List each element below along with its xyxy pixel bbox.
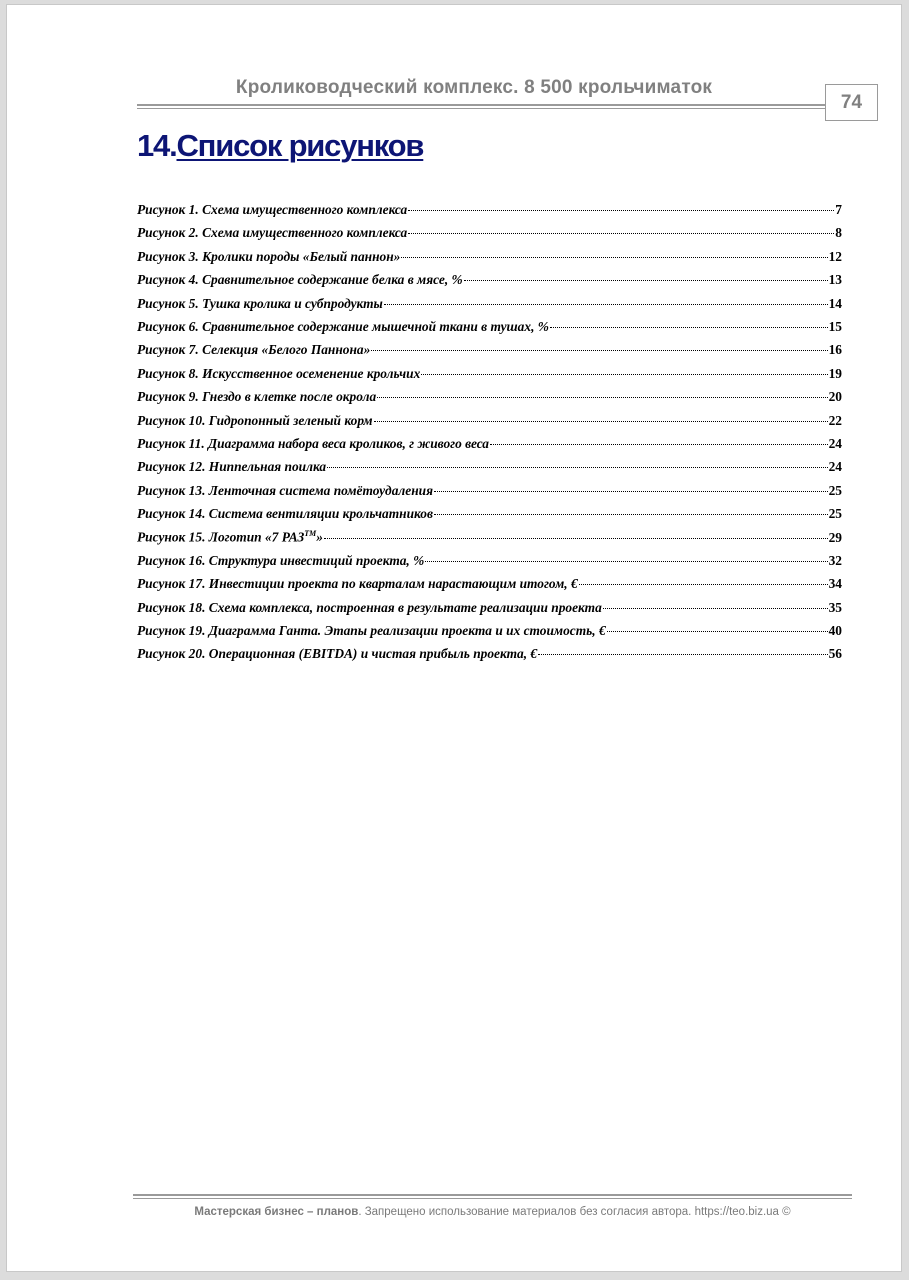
toc-entry-page-number: 15 <box>828 318 842 334</box>
running-header-title: Кролиководческий комплекс. 8 500 крольчиматок <box>235 77 713 98</box>
dot-leader <box>377 397 827 398</box>
header-rule <box>137 104 825 109</box>
dot-leader <box>550 327 828 328</box>
footer-copyright-text: . Запрещено использование материалов без согласия автора. https://teo.biz.ua © <box>358 1206 791 1218</box>
toc-entry-page-number: 34 <box>828 576 842 592</box>
toc-entry[interactable] <box>137 646 842 669</box>
dot-leader <box>538 654 827 655</box>
dot-leader <box>401 257 827 258</box>
toc-entry-page-number: 25 <box>828 482 842 498</box>
toc-entry-page-number: 24 <box>828 435 842 451</box>
section-title: Список рисунков <box>176 128 424 163</box>
toc-entry[interactable] <box>137 600 842 623</box>
toc-entry-label <box>137 436 489 452</box>
toc-entry-page-number: 20 <box>828 389 842 405</box>
trademark-mark: TM <box>304 529 317 539</box>
toc-entry-label-text: Рисунок 5. Тушка кролика и субпродукты <box>137 295 383 311</box>
toc-entry-label <box>137 413 373 429</box>
toc-entry-label <box>137 529 323 545</box>
toc-entry-label <box>137 249 400 265</box>
toc-entry-page-number: 24 <box>828 459 842 475</box>
toc-entry[interactable] <box>137 506 842 529</box>
toc-entry-page-number: 13 <box>828 272 842 288</box>
toc-entry-page-number: 32 <box>828 552 842 568</box>
toc-entry-label-text: Рисунок 6. Сравнительное содержание мышечной ткани в тушах, % <box>137 318 549 334</box>
toc-entry-label-text: Рисунок 8. Искусственное осеменение крольчих <box>137 365 421 381</box>
toc-entry-label-text: Рисунок 11. Диаграмма набора веса кроликов, г живого веса <box>137 435 490 451</box>
dot-leader <box>327 467 827 468</box>
toc-entry[interactable] <box>137 529 842 552</box>
toc-entry-label-text: Рисунок 18. Схема комплекса, построенная в результате реализации проекта <box>137 599 602 615</box>
toc-entry[interactable] <box>137 366 842 389</box>
footer-brand: Мастерская бизнес – планов <box>194 1206 359 1218</box>
dot-leader <box>374 421 828 422</box>
toc-entry-label-text: Рисунок 17. Инвестиции проекта по кварталам нарастающим итогом, € <box>137 576 578 592</box>
toc-entry-label <box>137 202 407 218</box>
dot-leader <box>324 538 828 539</box>
toc-entry[interactable] <box>137 202 842 225</box>
toc-entry-label <box>137 646 537 662</box>
toc-entry[interactable] <box>137 413 842 436</box>
toc-entry-page-number: 22 <box>828 412 842 428</box>
toc-entry[interactable] <box>137 342 842 365</box>
toc-entry-label-text: Рисунок 12. Ниппельная поилка <box>137 459 327 475</box>
toc-entry-label-text: Рисунок 3. Кролики породы «Белый паннон» <box>137 248 401 264</box>
toc-entry-label <box>137 576 578 592</box>
toc-entry-page-number: 16 <box>828 342 842 358</box>
toc-entry-label-text: Рисунок 14. Система вентиляции крольчатников <box>137 506 433 522</box>
dot-leader <box>434 491 828 492</box>
toc-entry-label-text: Рисунок 1. Схема имущественного комплекса <box>137 202 408 217</box>
toc-entry-label <box>137 623 606 639</box>
footer-rule <box>133 1194 852 1199</box>
toc-entry-label-text: Рисунок 9. Гнездо в клетке после окрола <box>137 389 377 405</box>
section-number: 14. <box>137 128 177 163</box>
dot-leader <box>464 280 828 281</box>
toc-entry-label <box>137 389 376 405</box>
toc-entry-label <box>137 506 433 522</box>
toc-entry-label <box>137 272 463 288</box>
page-number-box: 74 <box>825 84 878 121</box>
dot-leader <box>425 561 827 562</box>
toc-entry-label-suffix: » <box>316 529 323 545</box>
toc-entry-page-number: 19 <box>828 365 842 381</box>
toc-entry-label-text: Рисунок 7. Селекция «Белого Паннона» <box>137 342 371 358</box>
toc-entry-page-number: 14 <box>828 295 842 311</box>
toc-entry[interactable] <box>137 272 842 295</box>
toc-entry-label-text: Рисунок 10. Гидропонный зеленый корм <box>137 412 373 428</box>
toc-entry[interactable] <box>137 623 842 646</box>
toc-entry-label <box>137 600 602 616</box>
toc-entry[interactable] <box>137 319 842 342</box>
toc-entry-page-number: 29 <box>828 529 842 545</box>
section-heading <box>137 128 423 164</box>
toc-entry-page-number: 25 <box>828 506 842 522</box>
toc-entry[interactable] <box>137 249 842 272</box>
dot-leader <box>421 374 827 375</box>
toc-entry-label-text: Рисунок 20. Операционная (EBITDA) и чистая прибыль проекта, € <box>137 646 538 662</box>
toc-entry[interactable] <box>137 225 842 248</box>
toc-entry-page-number: 8 <box>835 225 842 241</box>
dot-leader <box>579 584 828 585</box>
toc-entry[interactable] <box>137 389 842 412</box>
dot-leader <box>490 444 828 445</box>
toc-entry[interactable] <box>137 436 842 459</box>
toc-entry-label <box>137 459 326 475</box>
toc-entry-label <box>137 319 549 335</box>
toc-entry[interactable] <box>137 296 842 319</box>
toc-entry-page-number: 35 <box>828 599 842 615</box>
toc-entry-label <box>137 553 424 569</box>
toc-entry-label-text: Рисунок 16. Структура инвестиций проекта, % <box>137 552 425 568</box>
toc-entry-label <box>137 296 383 312</box>
toc-entry-label-text: Рисунок 13. Ленточная система помётоудаления <box>137 482 433 498</box>
toc-entry-label-text: Рисунок 19. Диаграмма Ганта. Этапы реализации проекта и их стоимость, € <box>137 623 606 639</box>
figure-list <box>137 202 842 670</box>
toc-entry-label <box>137 225 407 241</box>
toc-entry-label <box>137 483 433 499</box>
toc-entry-page-number: 12 <box>828 248 842 264</box>
toc-entry[interactable] <box>137 553 842 576</box>
toc-entry[interactable] <box>137 459 842 482</box>
toc-entry[interactable] <box>137 483 842 506</box>
dot-leader <box>371 350 827 351</box>
dot-leader <box>384 304 828 305</box>
toc-entry-label-text: Рисунок 4. Сравнительное содержание белка в мясе, % <box>137 272 463 288</box>
toc-entry-label-text: Рисунок 2. Схема имущественного комплекса <box>137 225 408 241</box>
dot-leader <box>603 608 828 609</box>
toc-entry-page-number: 7 <box>835 202 842 217</box>
toc-entry[interactable] <box>137 576 842 599</box>
dot-leader <box>408 233 834 234</box>
toc-entry-label <box>137 366 420 382</box>
toc-entry-label-text: Рисунок 15. Логотип «7 РАЗ <box>137 529 305 545</box>
toc-entry-page-number: 56 <box>828 646 842 662</box>
toc-entry-page-number: 40 <box>828 623 842 639</box>
dot-leader <box>434 514 828 515</box>
dot-leader <box>408 210 834 211</box>
dot-leader <box>607 631 828 632</box>
footer-notice <box>133 1206 852 1218</box>
toc-entry-label <box>137 342 370 358</box>
